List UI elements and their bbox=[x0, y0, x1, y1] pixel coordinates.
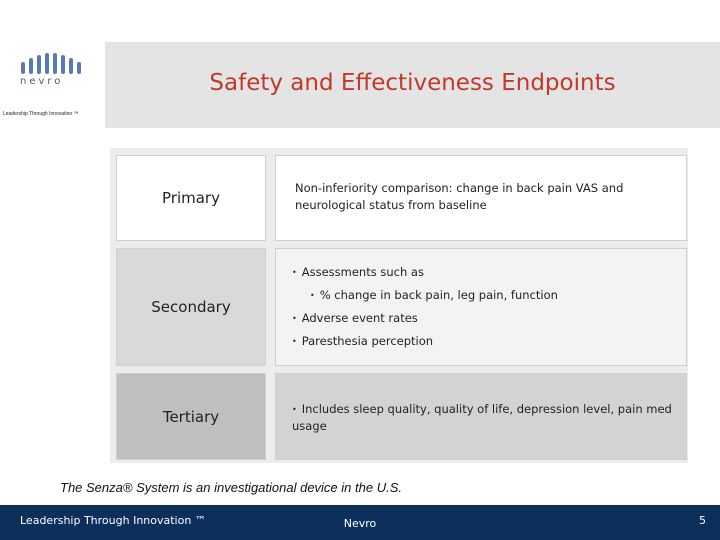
list-item: • Paresthesia perception bbox=[292, 334, 434, 348]
header-tagline: Leadership Through Innovation ™ bbox=[3, 111, 79, 117]
list-item: • Assessments such as bbox=[292, 265, 424, 279]
endpoint-label-text: Secondary bbox=[151, 298, 231, 316]
bullet-icon: • bbox=[310, 291, 315, 300]
disclaimer-text: The Senza® System is an investigational device in the U.S. bbox=[60, 480, 402, 495]
bullet-icon: • bbox=[292, 337, 297, 346]
page-number: 5 bbox=[699, 514, 706, 527]
footer-company: Nevro bbox=[343, 517, 377, 530]
endpoint-label-secondary bbox=[116, 248, 266, 366]
bullet-icon: • bbox=[292, 405, 297, 414]
bullet-icon: • bbox=[292, 268, 297, 277]
endpoint-label-text: Primary bbox=[162, 189, 220, 207]
list-item: • % change in back pain, leg pain, function bbox=[310, 288, 558, 302]
primary-description: Non-inferiority comparison: change in back pain VAS and neurological status from baseline bbox=[295, 181, 624, 212]
logo-wordmark: nevro bbox=[20, 76, 64, 87]
bullet-icon: • bbox=[292, 314, 297, 323]
endpoint-label-text: Tertiary bbox=[162, 407, 220, 426]
list-item: • Includes sleep quality, quality of life, depression level, pain med usage bbox=[292, 402, 672, 433]
footer-tagline: Leadership Through Innovation ™ bbox=[20, 514, 206, 527]
list-item: • Adverse event rates bbox=[292, 311, 418, 325]
endpoint-label-tertiary bbox=[116, 373, 266, 460]
nevro-logo-icon bbox=[18, 52, 88, 78]
endpoint-label-primary bbox=[116, 155, 266, 241]
slide-title: Safety and Effectiveness Endpoints bbox=[209, 70, 616, 96]
